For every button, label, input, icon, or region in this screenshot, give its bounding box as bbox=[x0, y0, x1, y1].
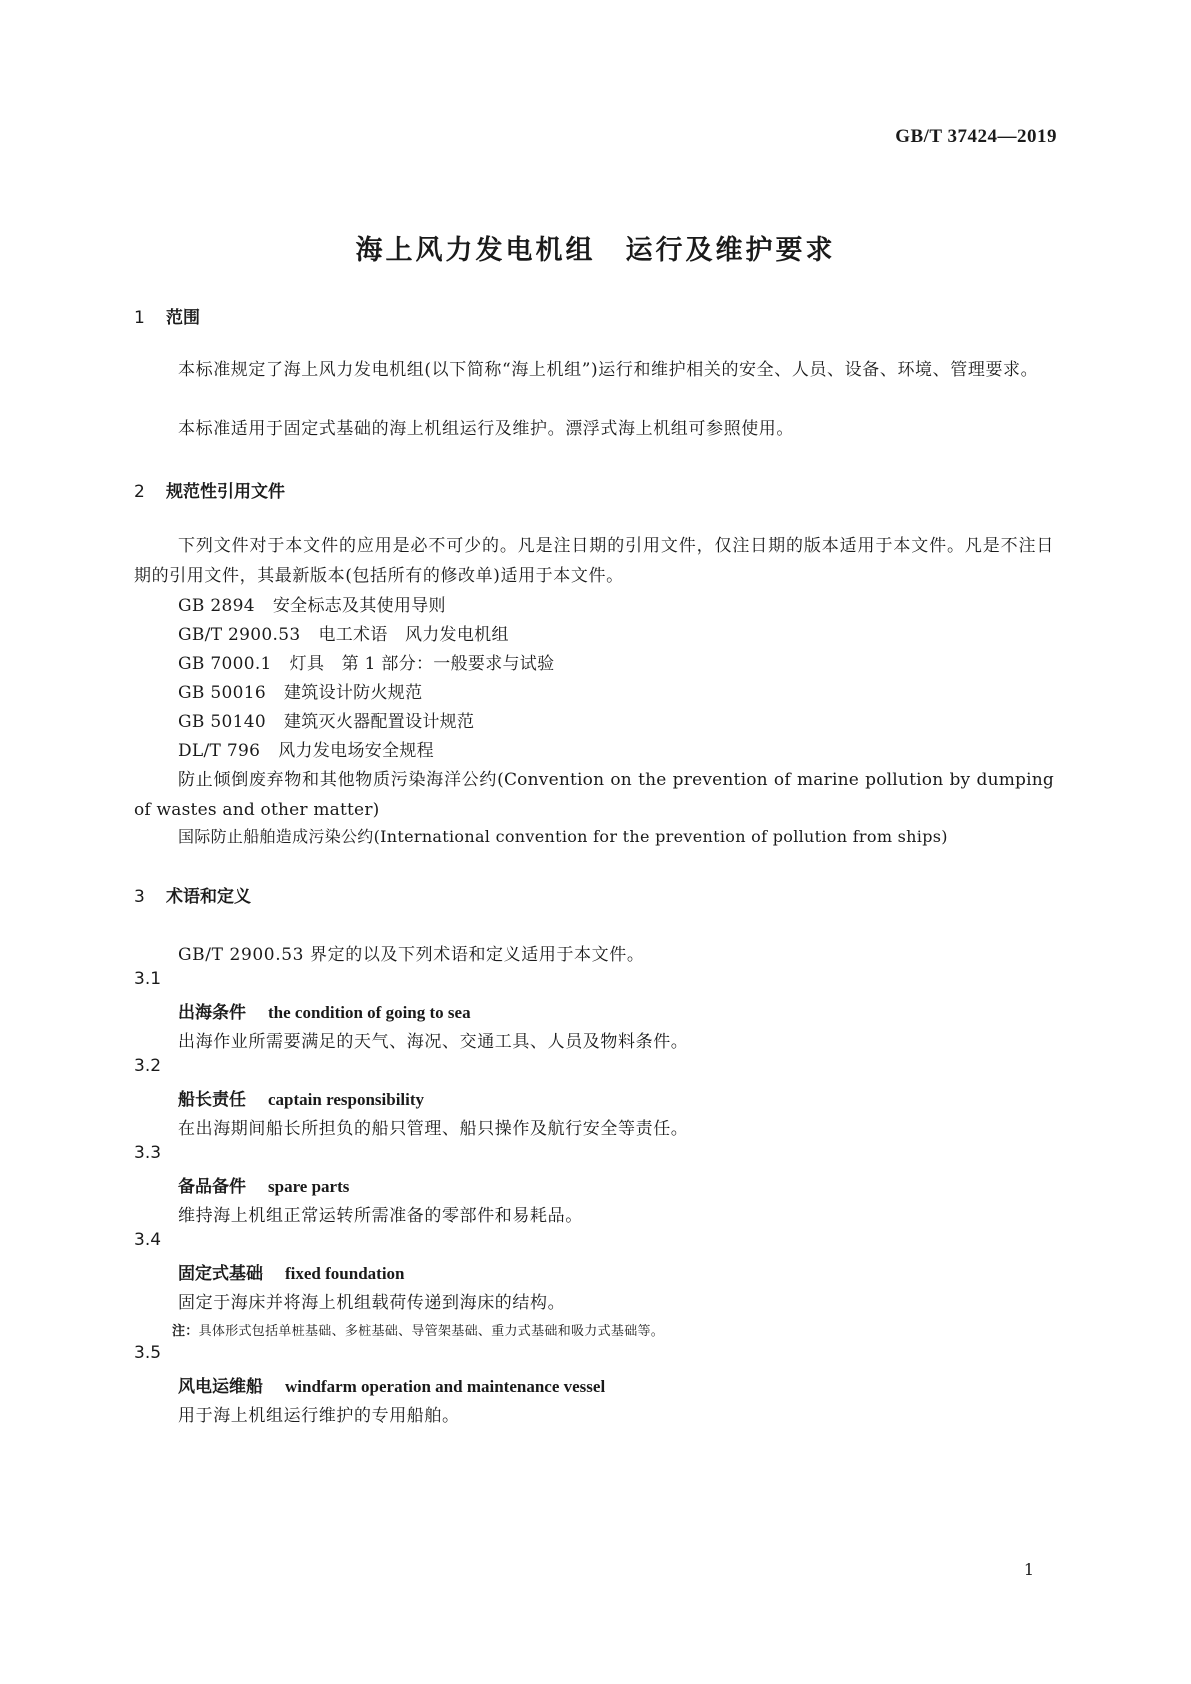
reference-code: DL/T 796 bbox=[178, 741, 261, 761]
standard-code: GB/T 37424—2019 bbox=[895, 126, 1057, 147]
reference-item bbox=[178, 591, 446, 616]
section-title: 术语和定义 bbox=[166, 887, 251, 907]
reference-title: 建筑灭火器配置设计规范 bbox=[283, 712, 475, 732]
term-chinese: 船长责任 bbox=[178, 1090, 246, 1110]
term-heading bbox=[178, 1172, 349, 1197]
section-2-heading bbox=[134, 477, 285, 502]
term-chinese: 风电运维船 bbox=[178, 1377, 263, 1397]
reference-code: GB 2894 bbox=[178, 596, 255, 616]
reference-item bbox=[178, 736, 434, 761]
section-1-paragraph-1: 本标准规定了海上风力发电机组(以下简称“海上机组”)运行和维护相关的安全、人员、设备、环境、管理要求。 bbox=[178, 360, 1039, 380]
term-definition: 出海作业所需要满足的天气、海况、交通工具、人员及物料条件。 bbox=[178, 1032, 689, 1052]
term-english: spare parts bbox=[268, 1177, 350, 1196]
term-english: the condition of going to sea bbox=[268, 1003, 471, 1022]
reference-item bbox=[178, 707, 474, 732]
term-heading bbox=[178, 1259, 405, 1284]
term-english: captain responsibility bbox=[268, 1090, 425, 1109]
term-number: 3.1 bbox=[134, 969, 162, 989]
term-chinese: 备品备件 bbox=[178, 1177, 246, 1197]
reference-code: GB 50140 bbox=[178, 712, 266, 732]
section-3-heading bbox=[134, 882, 251, 907]
section-3-intro: GB/T 2900.53 界定的以及下列术语和定义适用于本文件。 bbox=[178, 945, 645, 965]
reference-title: 电工术语 风力发电机组 bbox=[318, 625, 509, 645]
section-number: 2 bbox=[134, 482, 145, 502]
convention-1: 防止倾倒废弃物和其他物质污染海洋公约(Convention on the prevention of marine pollution by dumping of wastes and other matter) bbox=[134, 770, 1054, 820]
term-number: 3.4 bbox=[134, 1230, 162, 1250]
term-number: 3.3 bbox=[134, 1143, 162, 1163]
convention-2: 国际防止船舶造成污染公约(International convention for the prevention of pollution from ships) bbox=[178, 827, 948, 846]
term-heading bbox=[178, 1372, 605, 1397]
term-number: 3.5 bbox=[134, 1343, 162, 1363]
reference-item bbox=[178, 649, 554, 674]
page-number: 1 bbox=[1023, 1560, 1034, 1579]
term-heading bbox=[178, 998, 471, 1023]
section-title: 范围 bbox=[166, 308, 200, 328]
reference-item bbox=[178, 620, 509, 645]
reference-code: GB 7000.1 bbox=[178, 654, 272, 674]
reference-code: GB 50016 bbox=[178, 683, 266, 703]
reference-title: 风力发电场安全规程 bbox=[278, 741, 434, 761]
term-definition: 在出海期间船长所担负的船只管理、船只操作及航行安全等责任。 bbox=[178, 1119, 689, 1139]
section-number: 1 bbox=[134, 308, 145, 328]
note-label: 注： bbox=[172, 1324, 199, 1339]
term-chinese: 出海条件 bbox=[178, 1003, 246, 1023]
note-text: 具体形式包括单桩基础、多桩基础、导管架基础、重力式基础和吸力式基础等。 bbox=[198, 1324, 665, 1339]
reference-title: 灯具 第 1 部分：一般要求与试验 bbox=[289, 654, 555, 674]
document-title: 海上风力发电机组 运行及维护要求 bbox=[355, 235, 836, 266]
section-1-paragraph-2: 本标准适用于固定式基础的海上机组运行及维护。漂浮式海上机组可参照使用。 bbox=[178, 419, 794, 439]
section-1-heading bbox=[134, 303, 200, 328]
term-english: windfarm operation and maintenance vessel bbox=[285, 1377, 606, 1396]
term-definition: 维持海上机组正常运转所需准备的零部件和易耗品。 bbox=[178, 1206, 583, 1226]
term-definition: 用于海上机组运行维护的专用船舶。 bbox=[178, 1406, 460, 1426]
section-title: 规范性引用文件 bbox=[166, 482, 285, 502]
term-english: fixed foundation bbox=[285, 1264, 405, 1283]
reference-title: 安全标志及其使用导则 bbox=[272, 596, 446, 616]
reference-item bbox=[178, 678, 422, 703]
term-definition: 固定于海床并将海上机组载荷传递到海床的结构。 bbox=[178, 1293, 566, 1313]
term-chinese: 固定式基础 bbox=[178, 1264, 263, 1284]
section-2-intro: 下列文件对于本文件的应用是必不可少的。凡是注日期的引用文件，仅注日期的版本适用于本文件。凡是不注日期的引用文件，其最新版本(包括所有的修改单)适用于本文件。 bbox=[134, 536, 1054, 586]
reference-code: GB/T 2900.53 bbox=[178, 625, 301, 645]
section-number: 3 bbox=[134, 887, 145, 907]
term-note bbox=[172, 1320, 664, 1339]
reference-title: 建筑设计防火规范 bbox=[283, 683, 423, 703]
term-number: 3.2 bbox=[134, 1056, 162, 1076]
term-heading bbox=[178, 1085, 424, 1110]
